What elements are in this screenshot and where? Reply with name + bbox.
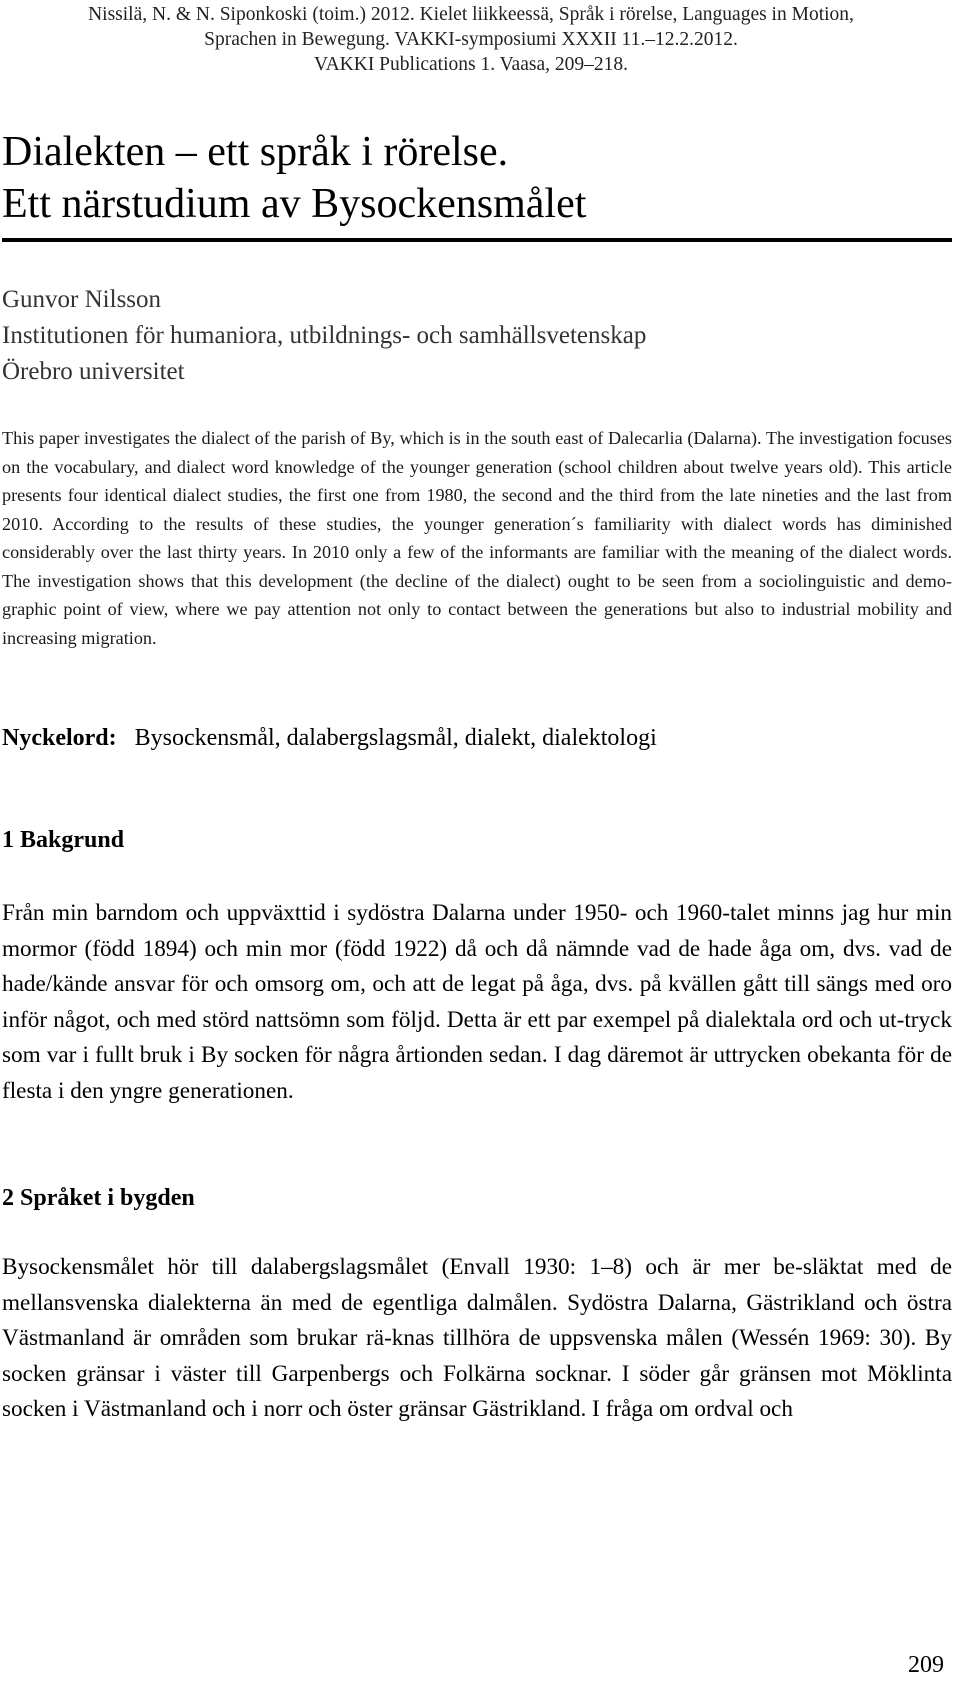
page-number: 209	[908, 1652, 944, 1678]
author-university: Örebro universitet	[2, 358, 185, 385]
author-name: Gunvor Nilsson	[2, 286, 162, 313]
abstract: This paper investigates the dialect of the parish of By, which is in the south east of Dalecarlia (Dalarna). The investigation focuses on the vocabulary, and dialect word knowledge of the younger generation (school children about twelve years old). This article presents four identical dialect studies, the first one from 1980, the second and the third from the late nineties and the last from 2010. According to the results of these studies, the younger generation´s familiarity with dialect words has diminished considerably over the last thirty years. In 2010 only a few of the informants are familiar with the meaning of the dialect words. The investigation shows that this development (the decline of the dialect) ought to be seen from a sociolinguistic and demo-graphic point of view, where we pay attention not only to contact between the generations but also to industrial mobility and increasing migration.	[2, 428, 952, 648]
header-line-1: Nissilä, N. & N. Siponkoski (toim.) 2012. Kielet liikkeessä, Språk i rörelse, Languages in Motion,	[88, 4, 854, 25]
keywords	[2, 720, 657, 756]
author-block	[2, 282, 646, 390]
section-2-text: Bysockensmålet hör till dalabergslagsmålet (Envall 1930: 1–8) och är mer be-släktat med de mellansvenska dialekterna än med de egentliga dalmålen. Sydöstra Dalarna, Gästrikland och östra Västmanland är områden som brukar rä-knas tillhöra de uppsvenska målen (Wessén 1969: 30). By socken gränsar i väster till Garpenbergs och Folkärna socknar. I söder går gränsen mot Möklinta socken i Västmanland och i norr och öster gränsar Gästrikland. I fråga om ordval och	[2, 1254, 952, 1423]
keywords-value: Bysockensmål, dalabergslagsmål, dialekt, dialektologi	[134, 725, 657, 751]
paper-title	[2, 126, 586, 230]
publication-header	[36, 2, 906, 77]
author-department: Institutionen för humaniora, utbildnings- och samhällsvetenskap	[2, 322, 647, 349]
title-line-1: Dialekten – ett språk i rörelse.	[2, 129, 509, 175]
header-line-2: Sprachen in Bewegung. VAKKI-symposiumi XXXII 11.–12.2.2012.	[204, 29, 738, 50]
section-1-text: Från min barndom och uppväxttid i sydöstra Dalarna under 1950- och 1960-talet minns jag hur min mormor (född 1894) och min mor (född 1922) då och då nämnde vad de hade åga om, dvs. vad de hade/kände ansvar för och omsorg om, och att de legat på åga, dvs. på kvällen gått till sängs med oro inför något, och med störd nattsömn som följd. Detta är ett par exempel på dialektala ord och ut-tryck som var i fullt bruk i By socken för några årtionden sedan. I dag däremot är uttrycken obekanta för de flesta i den yngre generationen.	[2, 900, 952, 1104]
title-line-2: Ett närstudium av Bysockensmålet	[2, 181, 587, 227]
title-divider	[2, 238, 952, 242]
section-2-heading: 2 Språket i bygden	[2, 1185, 195, 1211]
header-line-3: VAKKI Publications 1. Vaasa, 209–218.	[314, 54, 628, 75]
keywords-label: Nyckelord:	[2, 725, 117, 751]
section-1-heading: 1 Bakgrund	[2, 827, 125, 853]
